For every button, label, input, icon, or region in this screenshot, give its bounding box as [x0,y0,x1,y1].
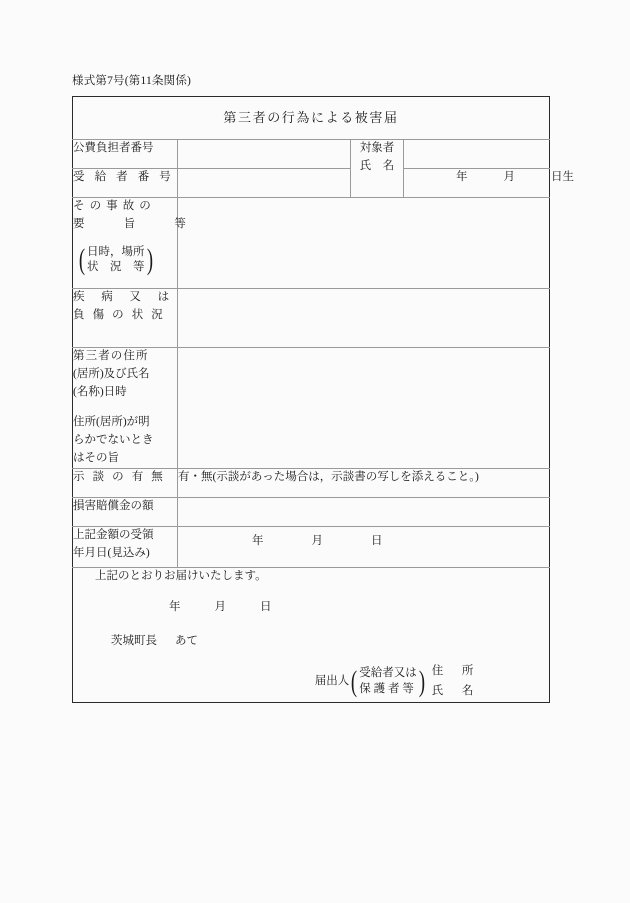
submitter-bracket-close-glyph: ) [418,665,425,699]
label-public-expense-number: 公費負担者番号 [73,140,178,169]
birthdate-line [404,169,574,187]
document-title-cell [73,97,550,140]
bracket-open-glyph: ( [78,243,86,277]
declaration-date-line [73,599,549,617]
bracket-close-glyph: ) [146,243,153,277]
table-row-accident-summary [73,198,550,289]
receipt-year-label: 年 [252,535,264,547]
birth-year-label: 年 [456,171,468,183]
label-receipt-date-line2: 年月日(見込み) [73,546,150,559]
table-row-recipient-number [73,169,550,198]
label-subject-name [351,140,404,198]
table-row-public-expense-number [73,140,550,169]
receipt-month-label: 月 [311,535,323,547]
declaration-block [73,568,550,703]
submitter-name-label[interactable]: 氏 名 [431,684,478,697]
label-injury-status-line2: 負 傷 の 状 況 [73,308,166,321]
declaration-day-label: 日 [260,600,272,613]
submitter-bracket-group [349,662,427,701]
form-number-label: 様式第7号(第11条関係) [72,75,192,87]
label-injury-status [73,289,178,348]
label-third-party-line5: らかでないとき [73,434,154,447]
label-third-party-line2: (居所)及び氏名 [73,367,150,380]
label-accident-summary-line2: 要 旨 等 [73,217,192,230]
addressee-line [73,633,549,651]
birth-month-label: 月 [503,171,515,183]
label-third-party-line6: はその旨 [73,452,119,465]
birth-day-label: 日生 [551,171,574,183]
addressee-suffix: あて [175,634,198,647]
label-receipt-date [73,527,178,568]
declaration-month-label: 月 [214,600,226,613]
label-subject-name-line1: 対象者 [359,142,395,154]
label-receipt-date-line1: 上記金額の受領 [73,529,154,541]
submitter-bracket-line2: 保 護 者 等 [359,682,414,695]
label-third-party-spacer [73,401,177,414]
table-row-receipt-date [73,527,550,568]
label-settlement: 示 談 の 有 無 [73,469,178,498]
value-damages-amount[interactable] [178,498,550,527]
receipt-day-label: 日 [371,535,383,547]
submitter-bracket-open-glyph: ( [351,665,358,699]
label-recipient-number: 受 給 者 番 号 [73,169,178,198]
value-settlement[interactable]: 有・無(示談があった場合は，示談書の写しを添えること。) [178,469,550,498]
label-third-party-line3: (名称)日時 [73,385,127,398]
submitter-fields [432,662,477,701]
addressee-name: 茨城町長 [111,634,157,647]
submitter-address-label[interactable]: 住 所 [431,665,478,678]
page-title: 第三者の行為による被害届 [223,109,399,125]
table-row-injury-status [73,289,550,348]
value-recipient-number[interactable] [178,169,351,198]
submitter-block [73,662,549,701]
table-row-settlement [73,469,550,498]
label-third-party-line4: 住所(居所)が明 [73,416,150,429]
label-third-party-info [73,348,178,469]
label-subject-name-line2: 氏 名 [359,159,395,172]
submitter-bracket-line1: 受給者又は [359,667,417,680]
value-subject-birthdate[interactable] [404,169,574,198]
accident-summary-hint [73,245,177,277]
table-row-damages-amount [73,498,550,527]
third-party-damage-report-table [72,96,574,703]
accident-hint-line2: 状 況 等 [87,261,145,274]
value-receipt-date[interactable] [178,527,550,568]
label-damages-amount: 損害賠償金の額 [73,498,178,527]
label-accident-summary [73,198,192,289]
submitter-label: 届出人 [314,675,350,688]
table-row-title [73,97,550,140]
value-subject-name[interactable] [404,140,550,169]
receipt-date-line [178,527,549,557]
accident-hint-line1: 日時，場所 [87,245,145,258]
declaration-year-label: 年 [169,600,181,613]
value-injury-status[interactable] [178,289,550,348]
label-accident-summary-line1: そ の 事 故 の [73,200,152,212]
table-row-third-party-info [73,348,550,469]
label-injury-status-line1: 疾 病 又 は [73,291,172,303]
table-row-declaration [73,568,550,703]
value-public-expense-number[interactable] [178,140,351,169]
value-third-party-info[interactable] [178,348,550,469]
declaration-statement: 上記のとおりお届けいたします。 [95,570,267,582]
label-third-party-line1: 第三者の住所 [73,350,149,362]
value-accident-summary[interactable] [178,198,550,289]
